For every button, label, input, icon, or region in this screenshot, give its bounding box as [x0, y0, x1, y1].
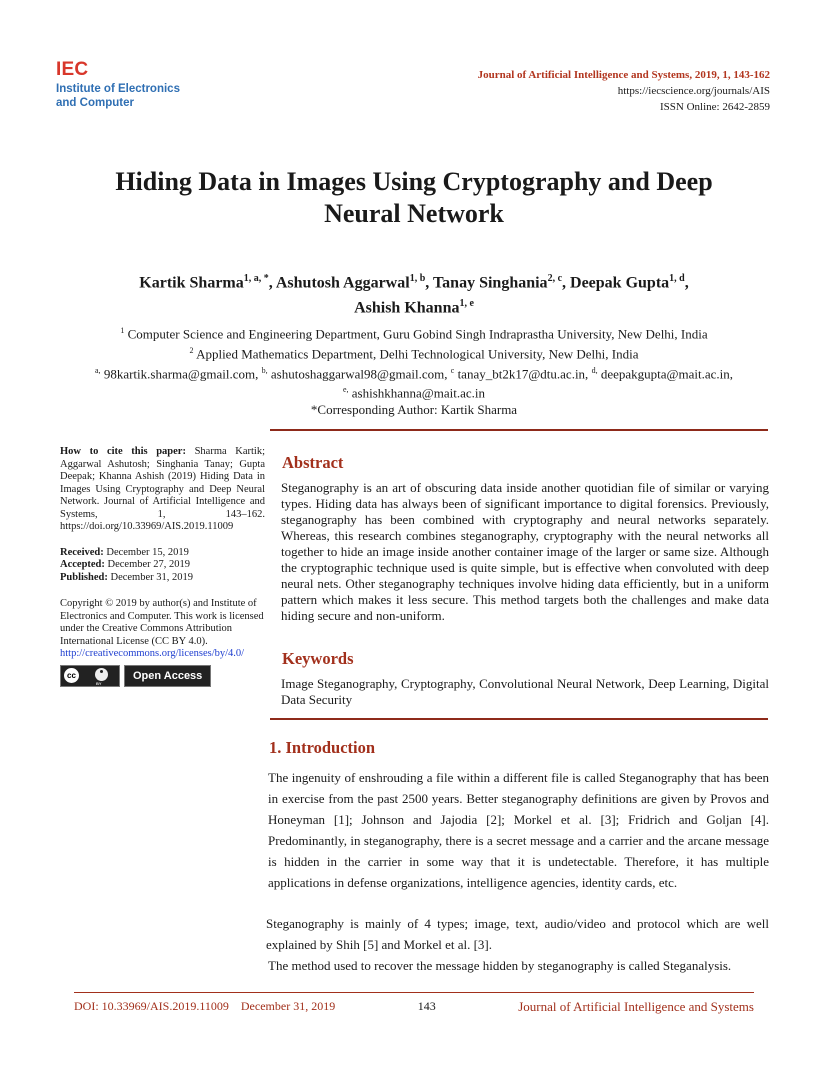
author-name: Kartik Sharma	[139, 274, 244, 292]
citation-block	[60, 446, 265, 534]
email-link[interactable]: deepakgupta@mait.ac.in,	[600, 365, 733, 381]
cc-by-badge[interactable]	[60, 665, 120, 687]
divider-top	[270, 429, 768, 431]
keywords-heading: Keywords	[282, 649, 354, 668]
abstract-heading: Abstract	[282, 453, 344, 472]
corresponding-author: *Corresponding Author: Kartik Sharma	[310, 402, 518, 418]
received-date: December 15, 2019	[106, 546, 189, 558]
email-marker: b,	[261, 365, 268, 375]
keywords-body: Image Steganography, Cryptography, Convolutional Neural Network, Deep Learning, Digital Data Security	[281, 676, 769, 707]
by-label: BY	[96, 680, 102, 686]
author-separator: ,	[562, 274, 571, 292]
journal-url[interactable]: https://iecscience.org/journals/AIS	[617, 85, 770, 97]
paper-title-line1: Hiding Data in Images Using Cryptography and Deep	[115, 167, 713, 196]
author-name: Tanay Singhania	[432, 274, 548, 292]
citation-text: Sharma Kartik; Aggarwal Ashutosh; Singhania Tanay; Gupta Deepak; Khanna Ashish (2019) Hiding Data in Images Using Cryptography and Deep Neural Network. Journal of Artificial Intelligence and Systems, 1, 143–162. https://doi.org/10.33969/AIS.2019.11009	[60, 446, 265, 532]
person-icon	[95, 668, 108, 681]
introduction-paragraph-1: The ingenuity of enshrouding a file within a different file is called Steganography that has been in exercise from the past 2500 years. Better steganography definitions are given by Provos and Honeyman [1]; Johnson and Jajodia [2]; Morkel et al. [3]; Fridrich and Goljan [4]. Predominantly, in steganography, there is a secret message and a carrier and the arcane message is hidden in the carrier in some way that it is undetectable. Therefore, it has multiple applications in defense organizations, intelligence agencies, identity cards, etc.	[268, 770, 769, 890]
footer-doi[interactable]: DOI: 10.33969/AIS.2019.11009	[74, 999, 229, 1013]
footer-journal: Journal of Artificial Intelligence and Systems	[518, 999, 754, 1014]
affiliation-1: Computer Science and Engineering Department, Guru Gobind Singh Indraprastha University, New Delhi, India	[127, 326, 708, 342]
email-link[interactable]: tanay_bt2k17@dtu.ac.in,	[457, 365, 589, 381]
open-access-badge[interactable]: Open Access	[124, 665, 211, 687]
author-superscript: 1, e	[459, 298, 474, 310]
author-superscript: 1, b	[409, 273, 426, 284]
dates-block	[60, 547, 265, 585]
email-marker: e,	[342, 385, 349, 395]
email-link[interactable]: ashishkhanna@mait.ac.in	[351, 385, 486, 401]
journal-header	[478, 67, 770, 115]
email-marker: a,	[95, 365, 101, 375]
author-separator: ,	[425, 274, 433, 292]
footer-rule	[74, 992, 754, 993]
email-marker: c	[450, 365, 455, 375]
affiliation-marker: 2	[189, 345, 194, 355]
page-footer	[74, 999, 754, 1015]
accepted-label: Accepted:	[60, 559, 105, 570]
author-superscript: 1, d	[669, 273, 685, 284]
divider-bottom	[270, 718, 768, 720]
journal-reference: Journal of Artificial Intelligence and Systems, 2019, 1, 143-162	[477, 69, 770, 81]
introduction-heading: 1. Introduction	[269, 738, 376, 757]
paper-title	[60, 166, 768, 230]
journal-issn: ISSN Online: 2642-2859	[660, 101, 770, 113]
author-separator: ,	[684, 274, 689, 292]
publisher-name-line2: and Computer	[56, 97, 134, 109]
publisher-name	[56, 82, 180, 110]
introduction-paragraph-3: The method used to recover the message hidden by steganography is called Steganalysis.	[268, 958, 732, 973]
paper-title-line2: Neural Network	[324, 199, 504, 228]
publisher-logo: IEC	[56, 59, 89, 80]
author-superscript: 2, c	[547, 273, 563, 284]
author-superscript: 1, a, *	[243, 273, 269, 284]
accepted-date: December 27, 2019	[107, 559, 191, 570]
author-list	[60, 268, 768, 319]
article-info-sidebar	[60, 446, 265, 687]
published-label: Published:	[60, 571, 108, 583]
page-number: 143	[417, 999, 436, 1013]
affiliation-marker: 1	[120, 326, 125, 335]
author-name: Deepak Gupta	[570, 274, 670, 292]
email-marker: d,	[591, 365, 598, 375]
published-date: December 31, 2019	[110, 571, 193, 583]
cc-icon: cc	[64, 668, 79, 683]
affiliation-2: Applied Mathematics Department, Delhi Technological University, New Delhi, India	[196, 346, 639, 362]
author-name: Ashish Khanna	[354, 299, 460, 317]
license-badges	[60, 665, 265, 687]
email-link[interactable]: ashutoshaggarwal98@gmail.com,	[270, 365, 448, 381]
copyright-text: Copyright © 2019 by author(s) and Institute of Electronics and Computer. This work is licensed under the Creative Commons Attribution International License (CC BY 4.0).	[60, 598, 264, 647]
author-name: Ashutosh Aggarwal	[275, 274, 410, 292]
affiliations	[60, 323, 768, 419]
publisher-name-line1: Institute of Electronics	[56, 83, 180, 95]
citation-label: How to cite this paper:	[60, 446, 186, 457]
footer-doi-date	[74, 999, 335, 1015]
abstract-body: Steganography is an art of obscuring data inside another quotidian file of similar or varying types. Hiding data has always been of significant importance to digital forensics. Previously, steganography has been combined with cryptography and neural networks separately. Whereas, this research combines steganography, cryptography with the neural networks all together to hide an image inside another container image of the larger or same size. Although the cryptographic technique used is quite simple, but is effective when convoluted with deep neural nets. Other steganography techniques involve hiding data efficiently, but in a uniform pattern which makes it less secure. This method targets both the challenges and make data hiding secure and non-uniform.	[281, 480, 769, 623]
author-separator: ,	[268, 274, 276, 292]
footer-date: December 31, 2019	[240, 999, 336, 1013]
email-link[interactable]: 98kartik.sharma@gmail.com,	[103, 365, 259, 381]
introduction-paragraph-2: Steganography is mainly of 4 types; image, text, audio/video and protocol which are well explained by Shih [5] and Morkel et al. [3].	[266, 916, 769, 952]
received-label: Received:	[60, 546, 104, 558]
license-link[interactable]: http://creativecommons.org/licenses/by/4.0/	[60, 648, 245, 659]
